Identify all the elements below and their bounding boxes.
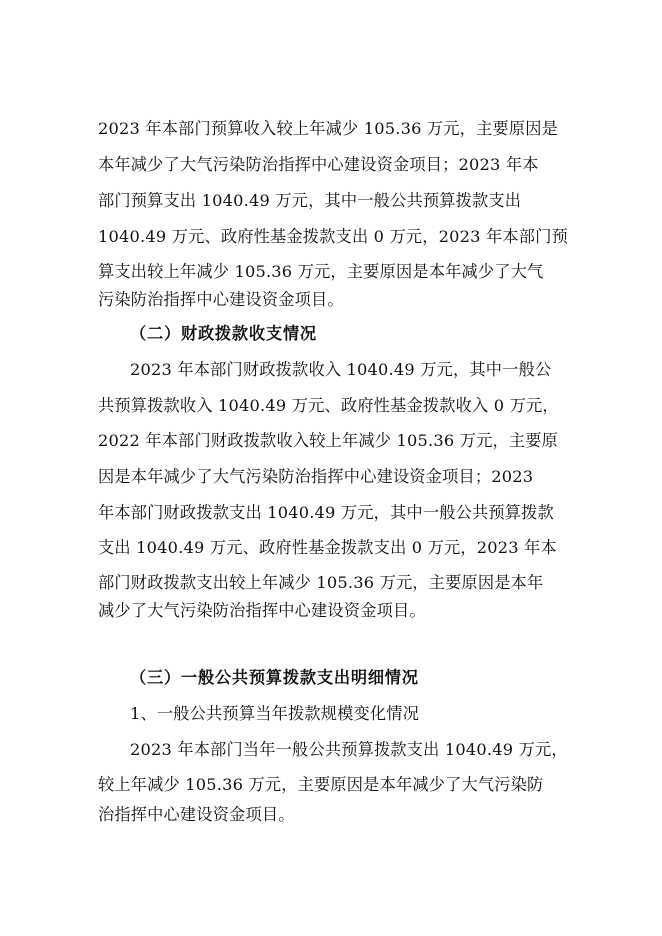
section-heading-general-budget-detail: （三）一般公共预算拨款支出明细情况 xyxy=(130,668,419,687)
paragraph-line: 部门预算支出 1040.49 万元，其中一般公共预算拨款支出 xyxy=(98,191,522,210)
paragraph-line: 年本部门财政拨款支出 1040.49 万元，其中一般公共预算拨款 xyxy=(98,503,554,522)
section-heading-fiscal-appropriation: （二）财政拨款收支情况 xyxy=(130,324,317,343)
paragraph-line: 2023 年本部门预算收入较上年减少 105.36 万元，主要原因是 xyxy=(98,119,559,138)
paragraph-line: 因是本年减少了大气污染防治指挥中心建设资金项目；2023 xyxy=(98,467,534,486)
paragraph-line: 1040.49 万元、政府性基金拨款支出 0 万元，2023 年本部门预 xyxy=(98,227,568,246)
paragraph-line: 2023 年本部门当年一般公共预算拨款支出 1040.49 万元， xyxy=(130,740,568,759)
paragraph-line: 支出 1040.49 万元、政府性基金拨款支出 0 万元，2023 年本 xyxy=(98,538,557,557)
paragraph-line: 算支出较上年减少 105.36 万元，主要原因是本年减少了大气 xyxy=(98,262,544,281)
paragraph-line: 治指挥中心建设资金项目。 xyxy=(98,805,295,824)
paragraph-line: 2023 年本部门财政拨款收入 1040.49 万元，其中一般公 xyxy=(130,360,552,379)
paragraph-line: 部门财政拨款支出较上年减少 105.36 万元，主要原因是本年 xyxy=(98,573,544,592)
paragraph-line: 污染防治指挥中心建设资金项目。 xyxy=(98,290,344,309)
paragraph-line: 减少了大气污染防治指挥中心建设资金项目。 xyxy=(98,601,426,620)
paragraph-line: 本年减少了大气污染防治指挥中心建设资金项目；2023 年本 xyxy=(98,155,539,174)
paragraph-line: 较上年减少 105.36 万元，主要原因是本年减少了大气污染防 xyxy=(98,775,544,794)
subsection-heading: 1、一般公共预算当年拨款规模变化情况 xyxy=(130,704,420,723)
paragraph-line: 共预算拨款收入 1040.49 万元、政府性基金拨款收入 0 万元， xyxy=(98,396,559,415)
paragraph-line: 2022 年本部门财政拨款收入较上年减少 105.36 万元，主要原 xyxy=(98,431,559,450)
